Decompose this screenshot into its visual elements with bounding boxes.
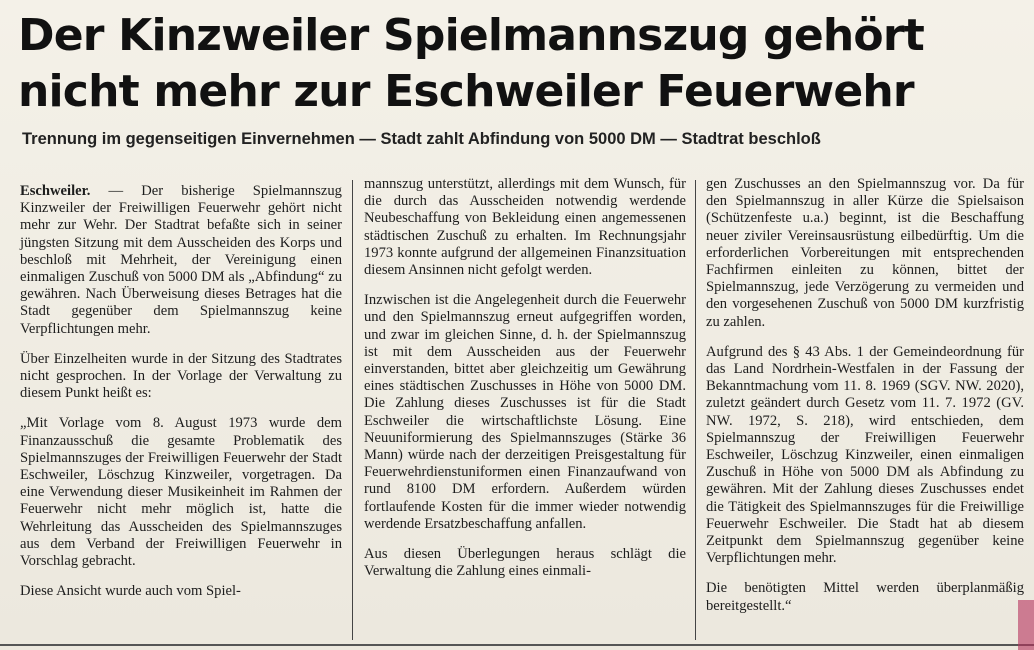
article-paragraph: Aus diesen Überlegungen heraus schlägt die Verwaltung die Zahlung eines einmali- bbox=[364, 546, 686, 580]
article-paragraph: Über Einzelheiten wurde in der Sitzung des Stadtrates nicht gesprochen. In der Vorlage der Verwaltung zu diesem Punkt heißt es: bbox=[20, 350, 342, 402]
column-rule bbox=[352, 180, 353, 640]
subheadline: Trennung im gegenseitigen Einvernehmen — Stadt zahlt Abfindung von 5000 DM — Stadtrat beschloß bbox=[22, 130, 821, 148]
page-edge bbox=[0, 644, 1034, 646]
article-paragraph: Diese Ansicht wurde auch vom Spiel- bbox=[20, 583, 241, 600]
article-paragraph: Inzwischen ist die Angelegenheit durch die Feuerwehr und den Spielmannszug erneut aufgegriffen worden, und zwar im gleichen Sinne, d. h. der Spielmannszug ist mit dem Ausscheiden aus der Feuerwehr einverstanden, bittet aber gleichzeitig um Gewährung eines städtischen Zuschusses in Höhe von 5000 DM. Die Zahlung dieses Zuschusses ist für die Stadt Eschweiler die wirtschaftlichste Lösung. Eine Neuuniformierung des Spielmannszuges (Stärke 36 Mann) würde nach der derzeitigen Preisgestaltung für Feuerwehrdienstuniformen einen Finanzaufwand von rund 8100 DM erfordern. Außerdem würden fortlaufende Kosten für die immer wieder notwendig werdende Ersatzbeschaffung anfallen. bbox=[364, 292, 686, 532]
dateline: Eschweiler. bbox=[20, 183, 91, 199]
article-paragraph: mannszug unterstützt, allerdings mit dem Wunsch, für die durch das Ausscheiden notwendig werdende Neubeschaffung von Bekleidung einen angemessenen städtischen Zuschuß zu erhalten. Im Rechnungsjahr 1973 konnte aufgrund der allgemeinen Finanzsituation diesem Ansinnen nicht gefolgt werden. bbox=[364, 176, 686, 279]
article-column-1 bbox=[20, 183, 342, 613]
headline-line-1: Der Kinzweiler Spielmannszug gehört bbox=[18, 10, 924, 61]
article-paragraph: Aufgrund des § 43 Abs. 1 der Gemeindeordnung für das Land Nordrhein-Westfalen in der Fassung der Bekanntmachung vom 11. 8. 1969 (SGV. NW. 2020), zuletzt geändert durch Gesetz vom 11. 7. 1972 (GV. NW. 1972, S. 218), wird entschieden, dem Spielmannszug der Freiwilligen Feuerwehr Eschweiler, Löschzug Kinzweiler, einen einmaligen Zuschuß in Höhe von 5000 DM als Abfindung zu gewähren. Mit der Zahlung dieses Zuschusses endet die Tätigkeit des Spielmannszuges für die Freiwillige Feuerwehr Eschweiler. Die Stadt hat ab diesem Zeitpunkt dem Spielmannszug gegenüber keine Verpflichtungen mehr. bbox=[706, 343, 1024, 567]
article-paragraph: „Mit Vorlage vom 8. August 1973 wurde dem Finanzausschuß die gesamte Problematik des Spielmannszuges der Freiwilligen Feuerwehr der Stadt Eschweiler, Löschzug Kinzweiler, vorgetragen. Da eine Verwendung dieser Musikeinheit im Rahmen der Feuerwehr nicht mehr möglich ist, hatte die Wehrleitung das Ausscheiden des Spielmannszuges aus dem Verband der Freiwilligen Feuerwehr in Vorschlag gebracht. bbox=[20, 415, 342, 570]
article-paragraph: gen Zuschusses an den Spielmannszug vor. Da für den Spielmannszug in aller Kürze die Spielsaison (Schützenfeste u.a.) beginnt, ist die Beschaffung neuer ziviler Vereinsausrüstung eilbedürftig. Um die erforderlichen Vorbereitungen mit entsprechenden Fachfirmen einleiten zu können, bittet der Spielmannszug, jede Verzögerung zu vermeiden und den vorgesehenen Zuschuß von 5000 DM kurzfristig zu zahlen. bbox=[706, 176, 1024, 330]
article-column-2 bbox=[364, 176, 686, 593]
headline-line-2: nicht mehr zur Eschweiler Feuerwehr bbox=[18, 66, 914, 117]
headline bbox=[18, 8, 1018, 120]
article-paragraph: Eschweiler. — Der bisherige Spielmannszug Kinzweiler der Freiwilligen Feuerwehr gehört nicht mehr zur Wehr. Der Stadtrat befaßte sich in seiner jüngsten Sitzung mit dem Ausscheiden des Korps und beschloß mit Mehrheit, der Vereinigung einen einmaligen Zuschuß von 5000 DM als „Abfindung“ zu gewähren. Nach Überweisung dieses Betrages hat die Stadt gegenüber dem Spielmannszug keine Verpflichtungen mehr. bbox=[20, 183, 342, 337]
article-column-3 bbox=[706, 176, 1024, 628]
column-rule bbox=[695, 180, 696, 640]
paper-stain bbox=[1018, 600, 1034, 650]
article-paragraph: Die benötigten Mittel werden überplanmäßig bereitgestellt.“ bbox=[706, 580, 1024, 614]
